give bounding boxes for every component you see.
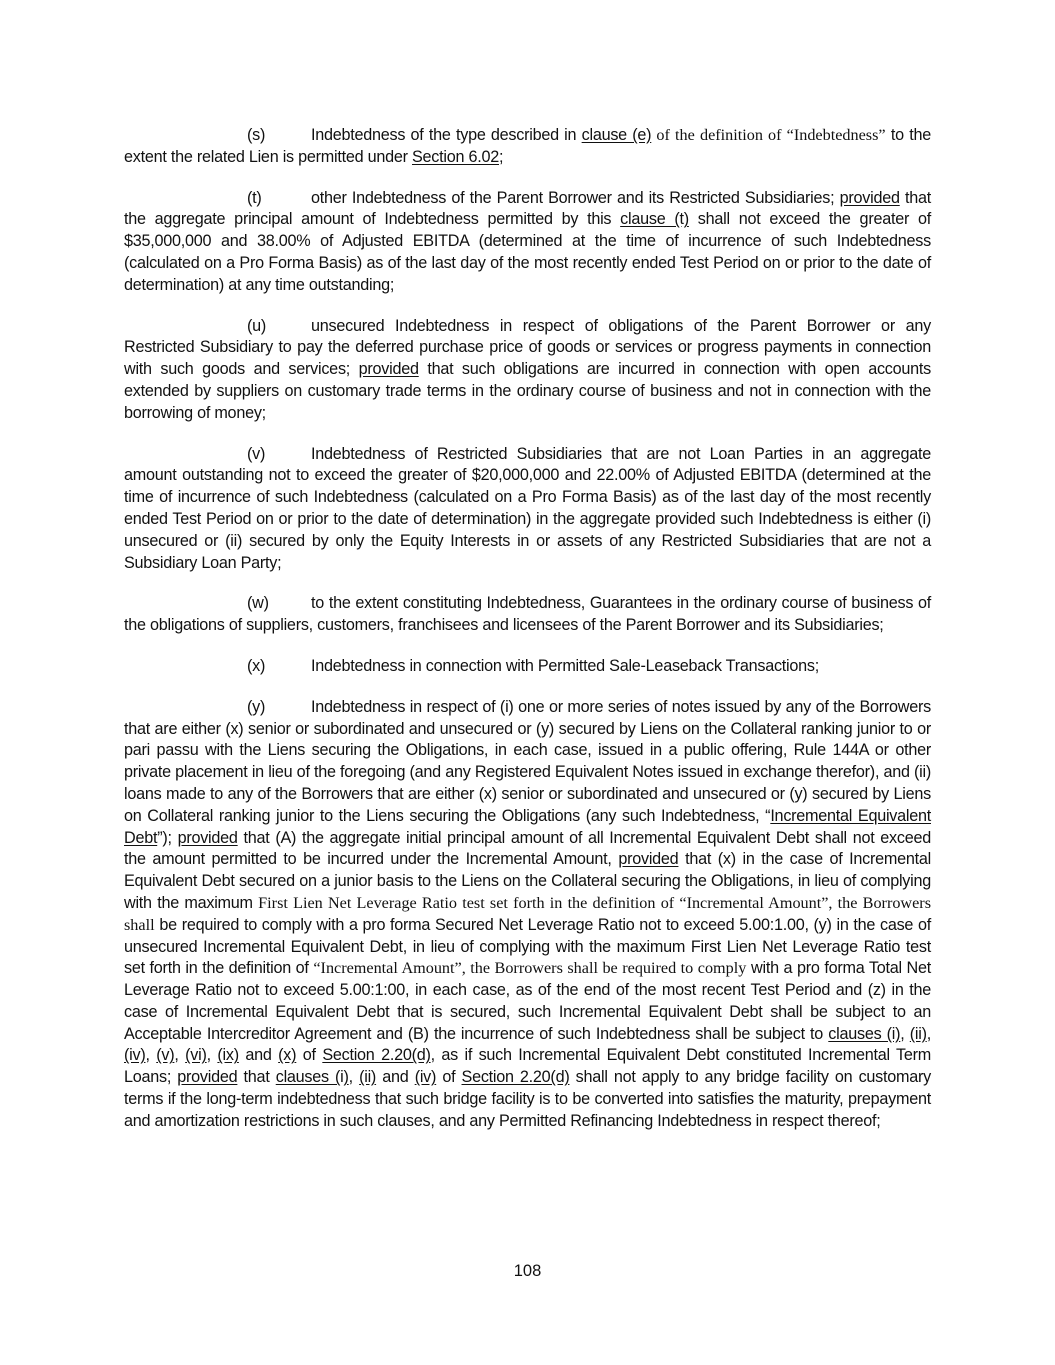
clause-reference: (vi) — [185, 1046, 207, 1065]
clause-reference: (x) — [278, 1046, 297, 1065]
clause-reference: (ix) — [217, 1046, 239, 1065]
clause-text: , — [145, 1046, 157, 1065]
section-reference: Section 6.02 — [412, 147, 499, 166]
page-number: 108 — [513, 1262, 542, 1280]
clause-text: , — [174, 1046, 186, 1065]
clause-text: First Lien Net Leverage Ratio test set forth in the definition of “Incremental Amount”, the Borrowers shall — [124, 893, 931, 934]
clause-s — [124, 125, 931, 169]
clause-text: be required to comply with a pro forma Secured Net Leverage Ratio not to exceed 5.00:1.00, (y) in the case of unsecured Incremental Equivalent Debt, in lieu of complying with the maximum First Lien Net Leverage Ratio test set forth in the definition of — [124, 915, 931, 978]
clause-label: (t) — [247, 188, 262, 207]
clause-text: to the extent the related Lien is permitted under — [124, 126, 931, 166]
clause-text: that such obligations are incurred in connection with open accounts extended by suppliers on customary trade terms in the ordinary course of business and not in connection with the borrowing of money; — [124, 360, 931, 422]
clause-text: “Incremental Amount”, the Borrowers shall be required to comply — [313, 959, 747, 978]
clause-reference: (ii) — [359, 1068, 377, 1087]
clause-text: other Indebtedness of the Parent Borrower and its Restricted Subsidiaries; — [311, 188, 840, 207]
clause-reference: (iv) — [414, 1068, 437, 1087]
clause-text: ; — [499, 147, 504, 166]
clause-text: , — [348, 1068, 360, 1087]
clause-reference: clauses (i) — [828, 1024, 901, 1043]
clause-label: (y) — [247, 697, 266, 716]
clause-w — [124, 593, 931, 637]
clause-text: shall not apply to any bridge facility on customary terms if the long-term indebtedness that such bridge facility is to be converted into satisfies the maturity, prepayment and amortization restrictions in such clauses, and any Permitted Refinancing Indebtedness in respect thereof; — [124, 1068, 931, 1130]
section-reference: Section 2.20(d) — [322, 1046, 431, 1065]
clause-v — [124, 444, 931, 575]
provided-term: provided — [618, 850, 679, 869]
clause-label: (s) — [247, 126, 266, 144]
clause-reference: clause (e) — [581, 126, 652, 144]
defined-term: Incremental Equivalent Debt — [124, 806, 931, 847]
provided-term: provided — [839, 188, 900, 207]
clause-text: of the definition of “Indebtedness” — [651, 126, 886, 144]
clause-reference: (ii) — [909, 1024, 927, 1043]
provided-term: provided — [177, 1068, 238, 1087]
clause-text: shall not exceed the greater of $35,000,000 and 38.00% of Adjusted EBITDA (determined at the time of incurrence of such Indebtedness (calculated on a Pro Forma Basis) as of the last day of the most recently ended Test Period on or prior to the date of determination) at any time outstanding; — [124, 210, 931, 294]
clause-y — [124, 697, 931, 1133]
clause-text: of — [296, 1046, 323, 1065]
clause-reference: clause (t) — [620, 210, 689, 229]
clause-text: of — [436, 1068, 462, 1087]
clause-text: Indebtedness of the type described in — [311, 126, 582, 144]
clause-text: , as if such Incremental Equivalent Debt constituted Incremental Term Loans; — [124, 1046, 931, 1087]
clause-text: and — [376, 1068, 415, 1087]
provided-term: provided — [177, 828, 238, 847]
clause-reference: (iv) — [124, 1046, 146, 1065]
clause-text: , — [926, 1024, 932, 1043]
clause-text: , — [206, 1046, 218, 1065]
clause-list — [124, 125, 931, 1152]
clause-u — [124, 316, 931, 425]
clause-reference: clauses (i) — [275, 1068, 349, 1087]
provided-term: provided — [358, 360, 419, 379]
clause-text: that the aggregate principal amount of Indebtedness permitted by this — [124, 188, 932, 229]
clause-text: to the extent constituting Indebtedness, Guarantees in the ordinary course of business of the obligations of suppliers, customers, franchisees and licensees of the Parent Borrower and its Subsidiaries; — [124, 594, 931, 635]
clause-text: that (x) in the case of Incremental Equivalent Debt secured on a junior basis to the Liens on the Collateral securing the Obligations, in lieu of complying with the maximum — [124, 850, 931, 912]
clause-label: (x) — [247, 656, 266, 675]
clause-label: (v) — [247, 444, 266, 463]
section-reference: Section 2.20(d) — [461, 1068, 570, 1087]
clause-text: that — [237, 1068, 276, 1087]
clause-t — [124, 188, 931, 297]
clause-text: ”); — [157, 828, 178, 847]
clause-reference: (v) — [156, 1046, 175, 1065]
clause-text: unsecured Indebtedness in respect of obligations of the Parent Borrower or any Restricted Subsidiary to pay the deferred purchase price of goods or services or progress payments in connection with such goods and services; — [124, 316, 931, 379]
clause-text: with a pro forma Total Net Leverage Ratio not to exceed 5.00:1:00, in each case, as of the end of the most recent Test Period and (z) in the case of Incremental Equivalent Debt that is secured, such Incremental Equivalent Debt shall be subject to an Acceptable Intercreditor Agreement and (B) the incurrence of such Indebtedness shall be subject to — [124, 959, 931, 1043]
clause-label: (u) — [247, 316, 267, 335]
clause-text: Indebtedness in connection with Permitted Sale-Leaseback Transactions; — [311, 656, 820, 675]
clause-label: (w) — [247, 594, 269, 613]
clause-text: Indebtedness of Restricted Subsidiaries that are not Loan Parties in an aggregate amount outstanding not to exceed the greater of $20,000,000 and 22.00% of Adjusted EBITDA (determined at the time of incurrence of such Indebtedness (calculated on a Pro Forma Basis) as of the last day of the most recently ended Test Period on or prior to the date of determination) in the aggregate provided such Indebtedness is either (i) unsecured or (ii) secured by only the Equity Interests in or assets of any Restricted Subsidiaries that are not a Subsidiary Loan Party; — [124, 444, 931, 572]
clause-text: Indebtedness in respect of (i) one or more series of notes issued by any of the Borrowers that are either (x) senior or subordinated and unsecured or (y) secured by Liens on the Collateral ranking junior to or pari passu with the Liens securing the Obligations, in each case, issued in a public offering, Rule 144A or other private placement in lieu of the foregoing (and any Registered Equivalent Notes issued in exchange therefor), and (ii) loans made to any of the Borrowers that are either (x) senior or subordinated and unsecured or (y) secured by Liens on Collateral ranking junior to the Liens securing the Obligations (any such Indebtedness, “ — [124, 697, 931, 825]
clause-x — [124, 656, 931, 678]
clause-text: that (A) the aggregate initial principal amount of all Incremental Equivalent Debt shall not exceed the amount permitted to be incurred under the Incremental Amount, — [124, 828, 931, 869]
clause-text: , — [900, 1024, 910, 1043]
clause-text: and — [238, 1046, 279, 1065]
